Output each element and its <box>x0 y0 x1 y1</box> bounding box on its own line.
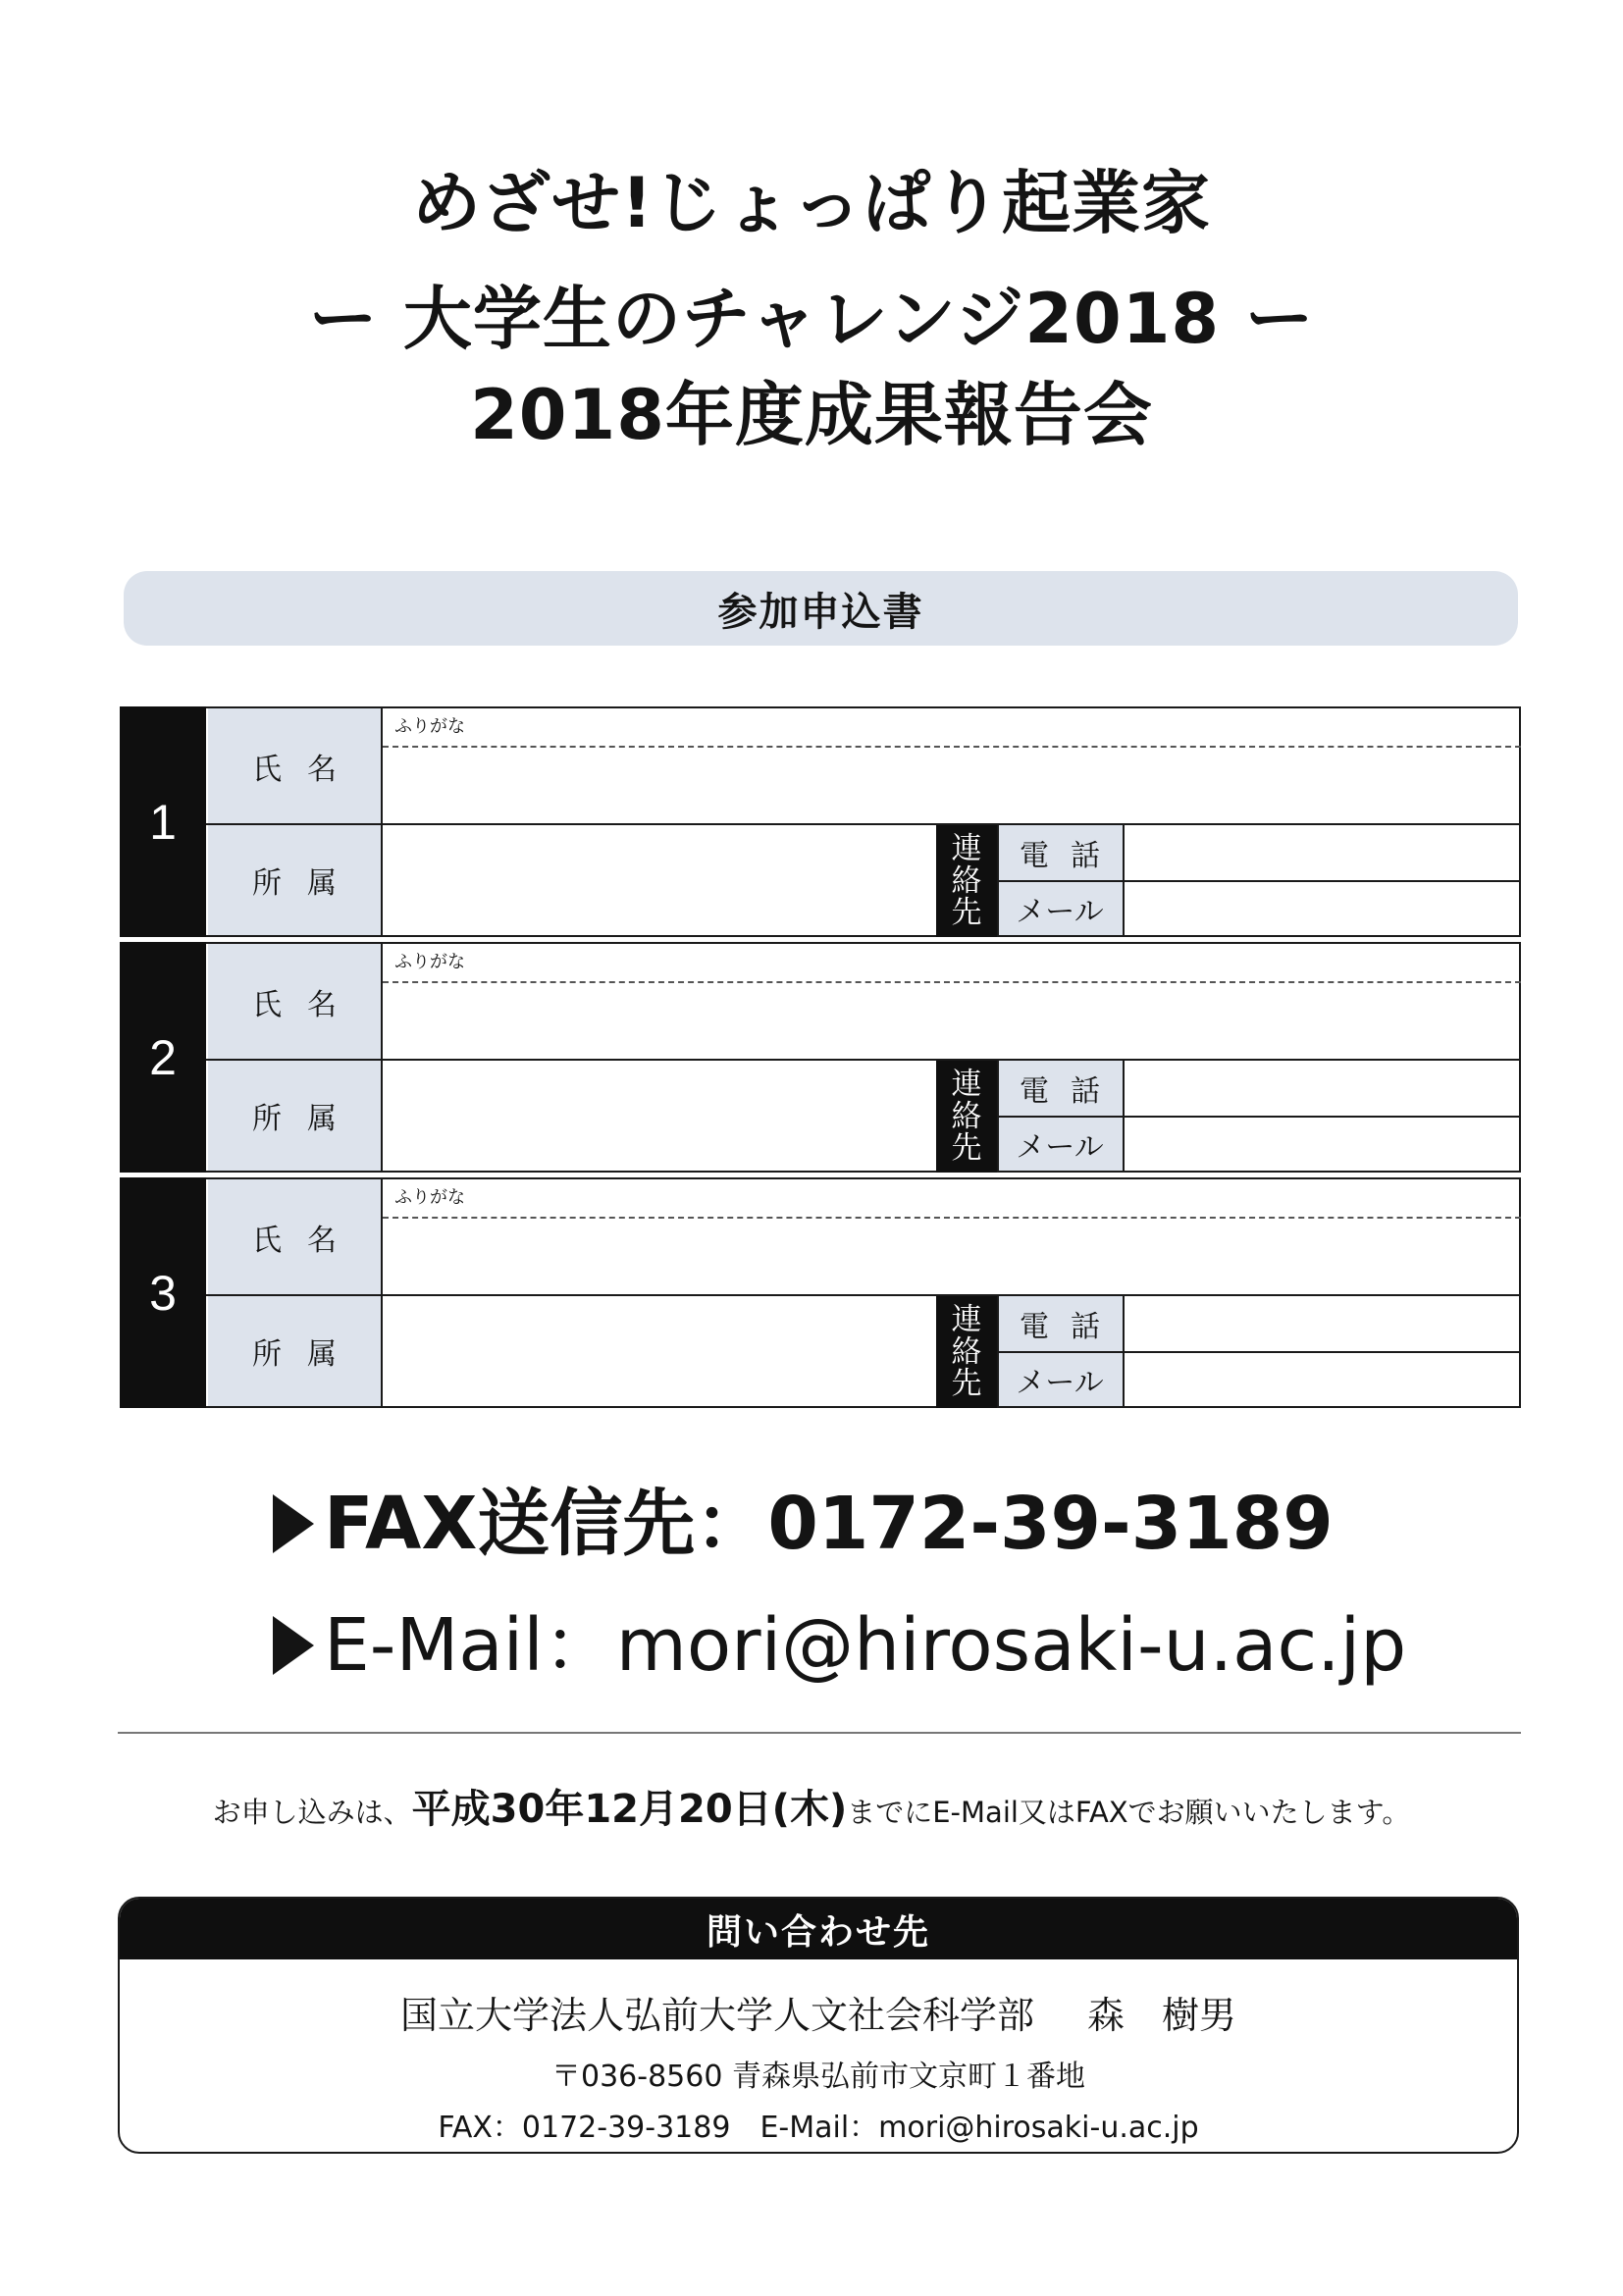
column-divider <box>381 1177 383 1408</box>
affiliation-label: 所属 <box>208 825 381 935</box>
entry-frame <box>206 1177 1521 1408</box>
contact-label-char: 先 <box>951 895 982 931</box>
row-divider <box>206 1294 1521 1296</box>
fax-number: 0172-39-3189 <box>767 1482 1334 1566</box>
email-label: E-Mail： <box>324 1603 616 1688</box>
applicant-entry <box>120 942 1521 1173</box>
deadline-prefix: お申し込みは、 <box>212 1796 412 1829</box>
contact-row-divider <box>997 1116 1521 1118</box>
inquiry-box <box>118 1897 1519 2154</box>
event-subtitle: ー 大学生のチャレンジ2018 ー <box>308 279 1315 359</box>
contact-label-char: 絡 <box>951 1333 982 1370</box>
arrow-right-icon <box>273 1616 314 1675</box>
applicant-entry <box>120 706 1521 937</box>
contact-label-char: 連 <box>951 1302 982 1338</box>
entry-number: 3 <box>120 1177 206 1408</box>
furigana-label: ふりがな <box>394 1187 465 1208</box>
name-label: 氏名 <box>208 944 381 1059</box>
contact-value-divider <box>1123 825 1125 937</box>
event-report-title: 2018年度成果報告会 <box>470 375 1153 455</box>
entry-frame <box>206 942 1521 1173</box>
contact-label-char: 連 <box>951 1067 982 1103</box>
arrow-right-icon <box>273 1494 314 1553</box>
contact-column-divider <box>997 1061 999 1173</box>
inquiry-organization <box>120 1985 1517 2039</box>
affiliation-label: 所属 <box>208 1061 381 1171</box>
name-label: 氏名 <box>208 1179 381 1294</box>
email-destination <box>273 1603 1407 1688</box>
contact-value-divider <box>1123 1061 1125 1173</box>
deadline-date: 平成30年12月20日(木) <box>411 1787 848 1832</box>
entry-number: 2 <box>120 942 206 1173</box>
applicant-entry <box>120 1177 1521 1408</box>
contact-label-char: 絡 <box>951 1098 982 1134</box>
mail-label: メール <box>997 882 1123 935</box>
contact-column-divider <box>997 1296 999 1408</box>
fax-label: FAX送信先： <box>324 1482 768 1566</box>
entry-frame <box>206 706 1521 937</box>
contact-value-divider <box>1123 1296 1125 1408</box>
contact-label-char: 先 <box>951 1366 982 1402</box>
contact-label <box>936 1296 997 1408</box>
fax-destination <box>273 1482 1334 1566</box>
furigana-dashed-line <box>383 1217 1521 1219</box>
event-title: めざせ!じょっぱり起業家 <box>412 163 1211 243</box>
organization-name: 国立大学法人弘前大学人文社会科学部 <box>399 1994 1034 2037</box>
affiliation-label: 所属 <box>208 1296 381 1406</box>
email-address: mori@hirosaki-u.ac.jp <box>615 1603 1407 1688</box>
divider <box>118 1732 1521 1734</box>
phone-label: 電話 <box>997 825 1123 880</box>
inquiry-fax-email <box>120 2103 1517 2146</box>
mail-label: メール <box>997 1118 1123 1171</box>
entry-number: 1 <box>120 706 206 937</box>
contact-label <box>936 1061 997 1173</box>
contact-person: 森 樹男 <box>1087 1994 1237 2037</box>
deadline-notice <box>0 1778 1623 1834</box>
inquiry-email: E-Mail：mori@hirosaki-u.ac.jp <box>759 2111 1199 2145</box>
phone-label: 電話 <box>997 1061 1123 1116</box>
furigana-label: ふりがな <box>394 716 465 737</box>
contact-row-divider <box>997 1351 1521 1353</box>
form-banner <box>124 571 1518 646</box>
inquiry-heading: 問い合わせ先 <box>120 1899 1517 1959</box>
contact-label-char: 連 <box>951 831 982 867</box>
deadline-suffix: までにE-Mail又はFAXでお願いいたします。 <box>847 1796 1411 1829</box>
furigana-dashed-line <box>383 746 1521 748</box>
contact-label-char: 絡 <box>951 862 982 899</box>
contact-label-char: 先 <box>951 1130 982 1167</box>
mail-label: メール <box>997 1353 1123 1406</box>
inquiry-address: 〒036-8560 青森県弘前市文京町１番地 <box>551 2060 1085 2094</box>
form-banner-label: 参加申込書 <box>717 588 924 635</box>
contact-label <box>936 825 997 937</box>
row-divider <box>206 823 1521 825</box>
column-divider <box>381 706 383 937</box>
inquiry-fax: FAX：0172-39-3189 <box>438 2111 731 2145</box>
contact-column-divider <box>997 825 999 937</box>
contact-row-divider <box>997 880 1521 882</box>
furigana-dashed-line <box>383 981 1521 983</box>
furigana-label: ふりがな <box>394 952 465 972</box>
phone-label: 電話 <box>997 1296 1123 1351</box>
row-divider <box>206 1059 1521 1061</box>
column-divider <box>381 942 383 1173</box>
name-label: 氏名 <box>208 708 381 823</box>
